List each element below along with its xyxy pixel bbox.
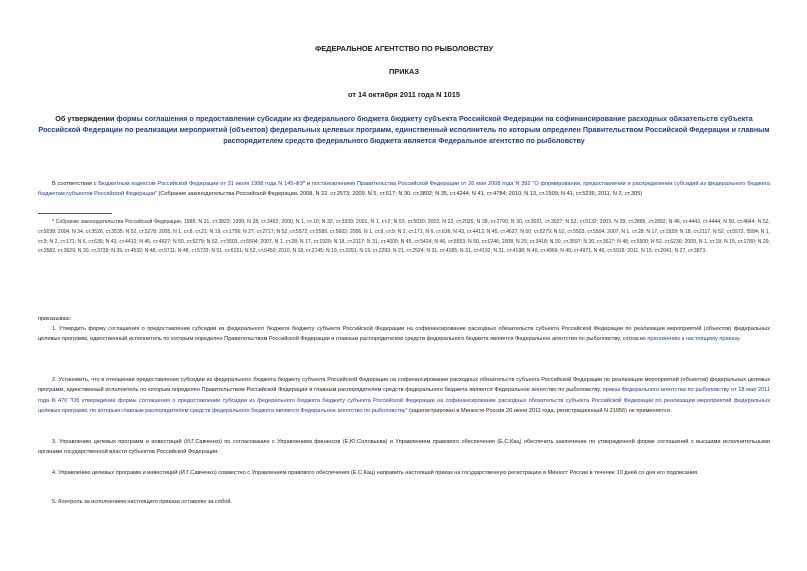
footnote: * Собрание законодательства Российской Федерации, 1998, N 31, ст.3823; 1999, N 28, ст.3492; 2000, N 1, ст.10; N 32, ст.3339; 2001, N 1, ст.2; N 53, ст.5030; 2002, N 22, ст.2026; N 28, ст.2790; N 30, ст.3021, ст.3027; N 52, ст.5132; 2003, N 28, ст.2886, ст.2892; N 46, ст.4443, ст.4444; N 50, ст.4844; N 52, ст.5038; 2004, N 34, ст.3526, ст.3535; N 52, ст.5278; 2005, N 1, ст.8, ст.21; N 19, ст.1756; N 27, ст.2717; N 52, ст.5572, ст.5589, ст.5602; 2006, N 1, ст.8, ст.9; N 2, ст.171; N 6, ст.636; N 43, ст.4412; N 45, ст.4627; N 50, ст.5279; N 52, ст.5503, ст.5504; 2007, N 1, ст.28; N 17, ст.1929; N 18, ст.2117; N 52, ст.5572, 5584; N 1, ст.9; N 2, ст.171; N 6, ст.636; N 43, ст.4412; N 45, ст.4627; N 50, ст.5279; N 52, ст.5503, ст.5504; 2007, N 1, ст.28; N 17, ст.1929; N 18, ст.2117; N 31, ст.4009; N 45, ст.5424; N 46, ст.5553; N 50, ст.6246; 2008, N 29, ст.3418; N 30, ст.3597; N 30, ст.3617; N 48, ст.5500; N 52, ст.6236; 2009, N 1, ст.18; N 15, ст.1780; N 29, ст.3582, ст.3629; N 30, ст.3739; N 39, ст.4532; N 48, ст.5711; N 48, ст.5733; N 51, ст.6151; N 52, ст.6450; 2010, N 18, ст.2145; N 19, ст.2291; N 19, ст.2293; N 21, ст.2524; N 31, ст.4185; N 31, ст.4192; N 31, ст.4198; N 40, ст.4969; N 40, ст.4971; N 46, ст.5918; 2011, N 15, ст.2041; N 27, ст.3873. bbox=[38, 219, 770, 255]
preamble-text-3: (Собрание законодательства Российской Федерации, 2008, N 22, ст.2573; 2009, N 5, ст.617; N 30, ст.3802; N 35, ст.4244; N 41, ст.4784; 2010, N 13, ст.1509; N 41, ст.5236; 2011, N 2, ст.305) bbox=[156, 191, 643, 198]
preamble-text-1: В соответствии с bbox=[52, 181, 99, 187]
order-item-5: 5. Контроль за исполнением настоящего приказа оставляю за собой. bbox=[52, 499, 233, 505]
order-item-2 bbox=[38, 375, 770, 417]
order-item-4: 4. Управлению целевых программ и инвестиций (И.Г.Савченко) совместно с Управлением правового обеспечения (Е.С.Кац) направить настоящий приказ на государственную регистрацию в Минюст России в течение 10 дней со дня его подписания. bbox=[52, 470, 699, 476]
preamble-text-2: * и bbox=[302, 181, 312, 187]
order-item-1 bbox=[38, 324, 770, 345]
footnote-divider bbox=[38, 213, 112, 214]
order-date: от 14 октября 2011 года N 1015 bbox=[348, 90, 460, 99]
item2-text-1: 2. Установить, что в отношении предоставления субсидии из федерального бюджета бюджету субъекта Российской Федерации на софинансирование расходных обязательств субъекта Российской Федерации по реализации мероприятий (объектов) федеральных целевых программ, единственный исполнитель по которым определен Правительством Российской Федерации и главным распорядителем средств федерального бюджета является Федеральное агентство по рыболовству, bbox=[38, 377, 770, 394]
item1-text-1: 1. Утвердить форму соглашения о предоставлении субсидии из федерального бюджета бюджету субъекта Российской Федерации на софинансирование расходных обязательств субъекта Российской Федерации по реализации мероприятий (объектов) федеральных целевых программ, единственный исполнитель по которым определен Правительством Российской Федерации и главным распорядителем средств федерального бюджета является Федеральное агентство по рыболовству, согласно bbox=[38, 326, 770, 343]
appendix-link[interactable]: приложению к настоящему приказу bbox=[647, 336, 739, 343]
orders-word: приказываю: bbox=[38, 316, 72, 322]
order-heading: ПРИКАЗ bbox=[388, 67, 420, 76]
previous-order-link[interactable]: приказ Федерального агентства по рыболовству от 18 мая 2011 года N 470 "Об утверждении формы соглашения о предоставлении субсидии из федерального бюджета бюджету субъекта Российской Федерации на софинансирование расходных обязательств субъекта Российской Федерации по реализации мероприятий федеральных целевых программ, по которым главным распорядителем средств федерального бюджета является Федеральное агентство по рыболовству" bbox=[38, 387, 770, 415]
item1-text-2: . bbox=[738, 336, 741, 343]
order-item-3: 3. Управлению целевых программ и инвестиций (И.Г.Савченко) по согласованию с Управлением финансов (Е.Ю.Соловьева) и Управлением правового обеспечения (Е.С.Кац) обеспечить заключение по утвержденной форме соглашений с высшими исполнительными органами государственной власти субъектов Российской Федерации. bbox=[38, 439, 770, 456]
title-prefix: Об утверждении bbox=[55, 114, 117, 123]
document-title bbox=[38, 113, 770, 146]
agency-name: ФЕДЕРАЛЬНОЕ АГЕНТСТВО ПО РЫБОЛОВСТВУ bbox=[314, 44, 494, 53]
item2-text-2: (зарегистрирован в Минюсте России 20 июня 2011 года, регистрационный N 21056) не применяется. bbox=[407, 408, 672, 415]
title-form-link[interactable]: формы соглашения о предоставлении субсидии из федерального бюджета бюджету субъекта Российской Федерации на софинансирование расходных обязательств субъекта Российской Федерации по реализации мероприятий (объектов) федеральных целевых программ, единственный исполнитель по которым определен Правительством Российской Федерации и главным распорядителем средств федерального бюджета является Федеральное агентство по рыболовству bbox=[38, 114, 770, 145]
budget-code-link[interactable]: Бюджетным кодексом Российской Федерации от 31 июля 1998 года N 145-ФЗ bbox=[98, 181, 303, 187]
government-resolution-link[interactable]: постановлением Правительства Российской Федерации от 26 мая 2008 года N 392 "О формировании, предоставлении и распределении субсидий из федерального бюджета бюджетам субъектов Российской Федерации" bbox=[38, 181, 771, 198]
preamble-paragraph bbox=[38, 179, 770, 200]
